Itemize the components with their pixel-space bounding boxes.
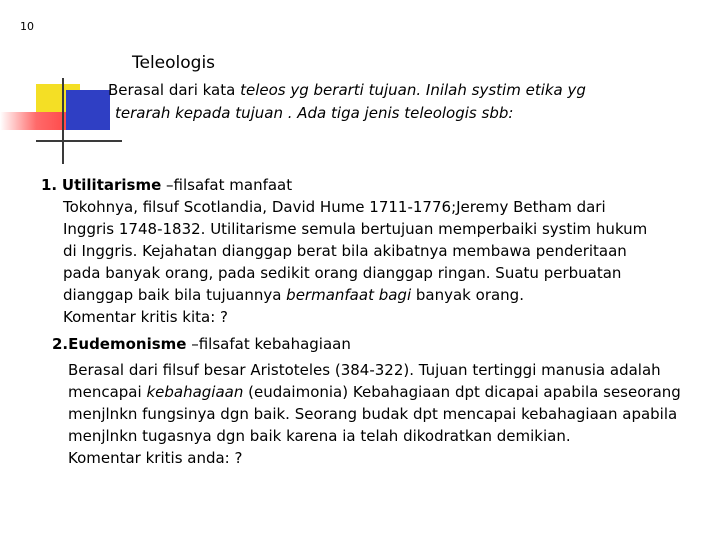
body-line-prefix: dianggap baik bila tujuannya [63,286,287,304]
body-line-suffix: (eudaimonia) Kebahagiaan dpt dicapai apabila seseorang [243,383,681,401]
intro-line2: terarah kepada tujuan . Ada tiga jenis teleologis sbb: [115,104,514,122]
item-name: Eudemonisme [68,335,187,353]
body-line-suffix: banyak orang. [411,286,524,304]
body-line: menjlnkn fungsinya dgn baik. Seorang budak dpt mencapai kebahagiaan apabila [68,405,678,423]
body-line: menjlnkn tugasnya dgn baik karena ia telah dikodratkan demikian. [68,427,571,445]
body-term: kebahagiaan [146,383,244,401]
item-subtitle: –filsafat manfaat [161,176,293,194]
item-heading [52,333,720,355]
item-body [52,359,720,469]
item-name: Utilitarisme [61,176,162,194]
slide-number: 10 [20,20,34,33]
item-heading [41,174,716,196]
body-line [68,381,720,403]
body-line [63,284,716,306]
body-line: Inggris 1748-1832. Utilitarisme semula bertujuan memperbaiki systim hukum [63,220,648,238]
intro-line1-prefix: Berasal dari kata [108,81,241,99]
body-line: pada banyak orang, pada sedikit orang dianggap ringan. Suatu perbuatan [63,264,622,282]
body-line: di Inggris. Kejahatan dianggap berat bila akibatnya membawa penderitaan [63,242,627,260]
slide-title: Teleologis [132,53,216,73]
decor-red-bar [0,112,66,130]
decor-blue-square [66,90,110,130]
decor-horizontal-line [36,140,122,142]
intro-line1-suffix: yg berarti tujuan. Inilah systim etika yg [285,81,586,99]
body-term: bermanfaat bagi [286,286,412,304]
intro-paragraph [108,79,586,125]
comment-line: Komentar kritis anda: ? [68,449,243,467]
item-number: 1. [41,176,58,194]
body-line-prefix: mencapai [68,383,147,401]
comment-line: Komentar kritis kita: ? [63,308,228,326]
item-subtitle: –filsafat kebahagiaan [186,335,351,353]
list-item-eudemonisme [52,333,720,469]
intro-term-teleos: teleos [240,81,286,99]
list-item-utilitarisme [41,174,716,328]
item-body [41,196,716,328]
body-line: Berasal dari filsuf besar Aristoteles (384-322). Tujuan tertinggi manusia adalah [68,361,661,379]
decor-vertical-line [62,78,64,164]
item-number: 2. [52,335,69,353]
body-line: Tokohnya, filsuf Scotlandia, David Hume 1711-1776;Jeremy Betham dari [63,198,606,216]
